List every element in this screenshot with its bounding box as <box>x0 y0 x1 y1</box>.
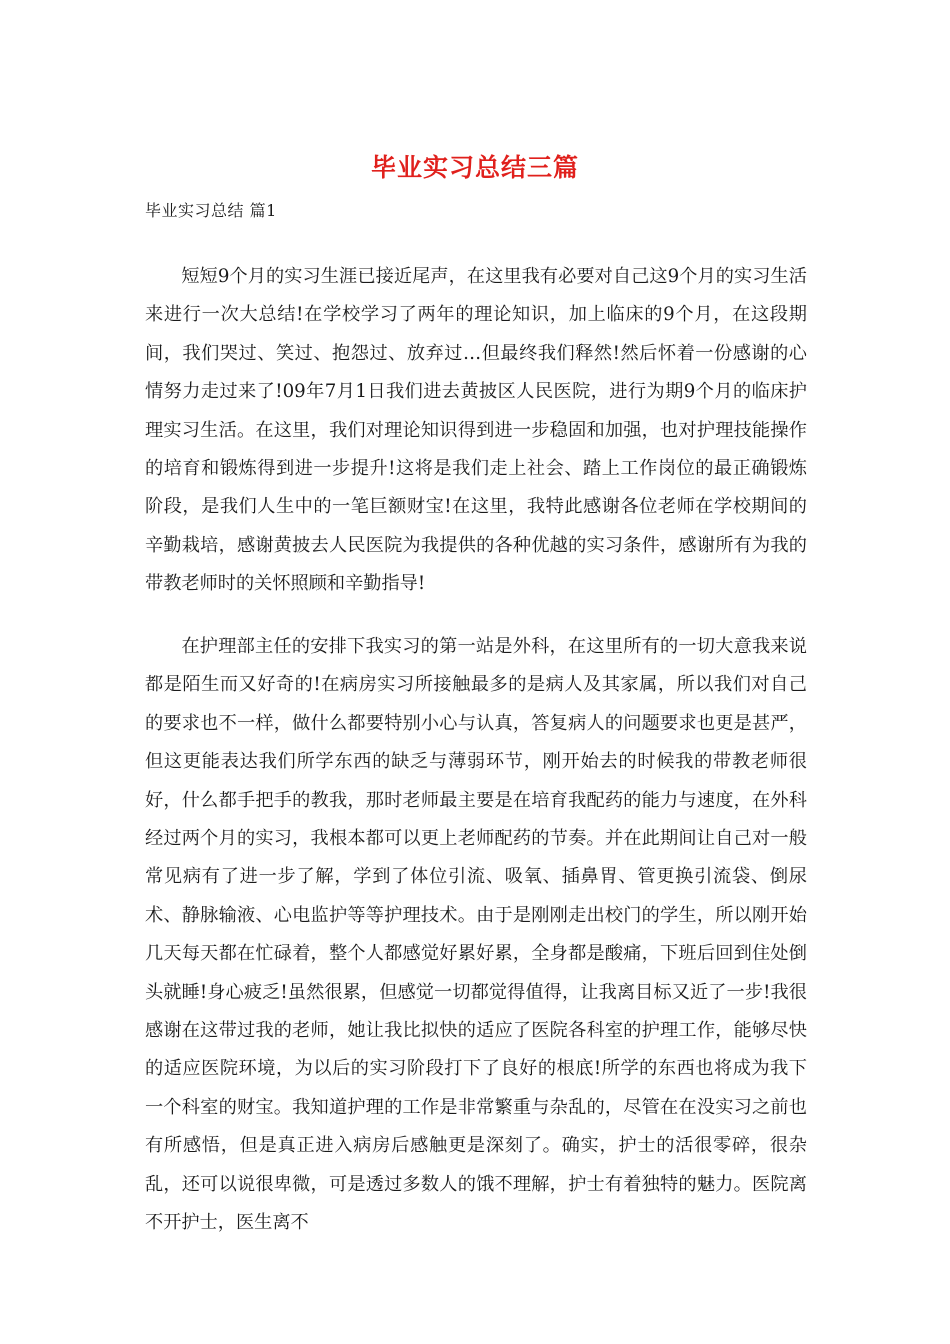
document-title: 毕业实习总结三篇 <box>370 153 579 182</box>
section-heading: 毕业实习总结 篇1 <box>145 201 277 220</box>
body-paragraph-2: 在护理部主任的安排下我实习的第一站是外科，在这里所有的一切大意我来说都是陌生而又好奇的!在病房实习所接触最多的是病人及其家属，所以我们对自己的要求也不一样，做什么都要特别小心与认真，答复病人的问题要求也更是甚严，但这更能表达我们所学东西的缺乏与薄弱环节，刚开始去的时候我的带教老师很好，什么都手把手的教我，那时老师最主要是在培育我配药的能力与速度，在外科经过两个月的实习，我根本都可以更上老师配药的节奏。并在此期间让自己对一般常见病有了进一步了解，学到了体位引流、吸氧、插鼻胃、管更换引流袋、倒尿术、静脉输液、心电监护等等护理技术。由于是刚刚走出校门的学生，所以刚开始几天每天都在忙碌着，整个人都感觉好累好累，全身都是酸痛，下班后回到住处倒头就睡!身心疲乏!虽然很累，但感觉一切都觉得值得，让我离目标又近了一步!我很感谢在这带过我的老师，她让我比拟快的适应了医院各科室的护理工作，能够尽快的适应医院环境，为以后的实习阶段打下了良好的根底!所学的东西也将成为我下一个科室的财宝。我知道护理的工作是非常繁重与杂乱的，尽管在在没实习之前也有所感悟，但是真正进入病房后感触更是深刻了。确实，护士的活很零碎，很杂乱，还可以说很卑微，可是透过多数人的饿不理解，护士有着独特的魅力。医院离不开护士，医生离不 <box>145 636 807 1234</box>
body-paragraph-1: 短短9个月的实习生涯已接近尾声，在这里我有必要对自己这9个月的实习生活来进行一次大总结!在学校学习了两年的理论知识，加上临床的9个月，在这段期间，我们哭过、笑过、抱怨过、放弃过…但最终我们释然!然后怀着一份感谢的心情努力走过来了!09年7月1日我们进去黄披区人民医院，进行为期9个月的临床护理实习生活。在这里，我们对理论知识得到进一步稳固和加强，也对护理技能操作的培育和锻炼得到进一步提升!这将是我们走上社会、踏上工作岗位的最正确锻炼阶段，是我们人生中的一笔巨额财宝!在这里，我特此感谢各位老师在学校期间的辛勤栽培，感谢黄披去人民医院为我提供的各种优越的实习条件，感谢所有为我的带教老师时的关怀照顾和辛勤指导! <box>145 266 807 595</box>
